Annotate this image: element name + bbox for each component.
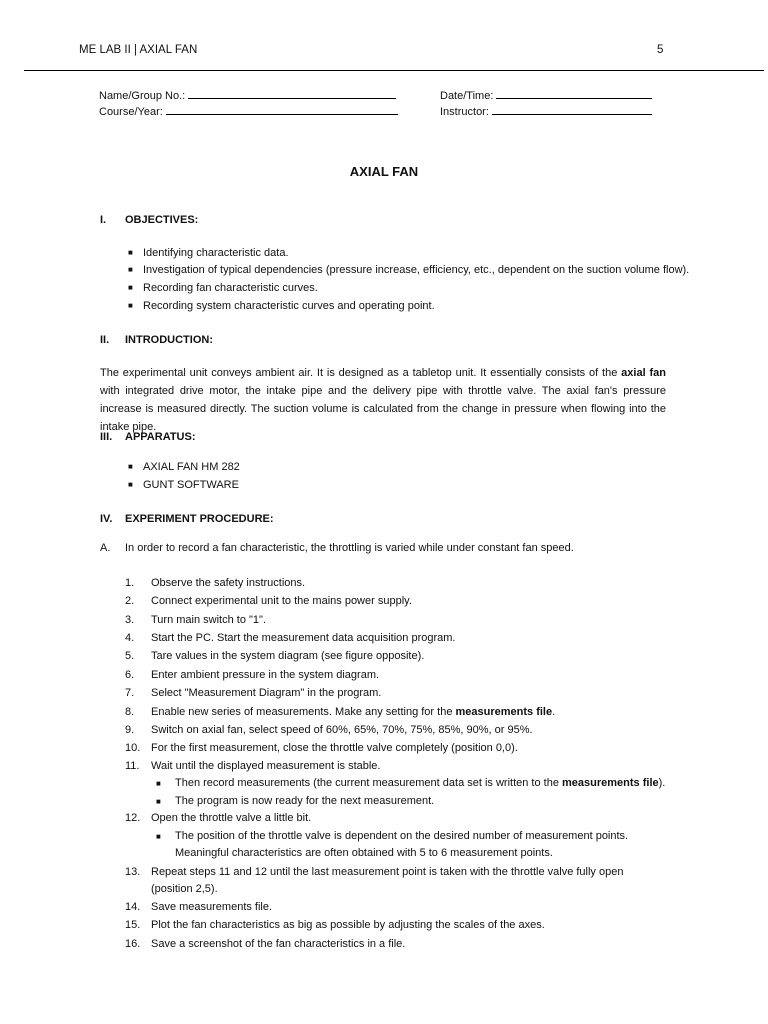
section-title: APPARATUS: <box>125 431 196 443</box>
part-label: A. <box>100 542 111 554</box>
section-procedure-heading <box>100 513 274 525</box>
objective-item: ■ Recording system characteristic curves and operating point. <box>128 300 435 312</box>
course-year-blank <box>166 104 398 115</box>
objective-item: ■ Identifying characteristic data. <box>128 247 289 259</box>
bullet-icon: ■ <box>128 283 133 292</box>
bold-term: measurements file <box>455 706 553 718</box>
procedure-step: 9. Switch on axial fan, select speed of 60%, 65%, 70%, 75%, 85%, 90%, or 95%. <box>125 724 533 736</box>
procedure-step: 16. Save a screenshot of the fan characteristics in a file. <box>125 938 406 950</box>
section-title: OBJECTIVES: <box>125 214 199 226</box>
apparatus-item: ■ AXIAL FAN HM 282 <box>128 461 240 473</box>
section-title: EXPERIMENT PROCEDURE: <box>125 513 274 525</box>
procedure-step: 6. Enter ambient pressure in the system diagram. <box>125 669 380 681</box>
date-time-field <box>440 88 652 102</box>
procedure-step: 1. Observe the safety instructions. <box>125 577 306 589</box>
instructor-field <box>440 104 652 118</box>
objective-item: ■ Investigation of typical dependencies (pressure increase, efficiency, etc., dependent on the suction volume flow). <box>128 264 690 276</box>
bullet-icon: ■ <box>156 779 161 788</box>
section-objectives-heading <box>100 214 198 226</box>
procedure-step: 5. Tare values in the system diagram (see figure opposite). <box>125 650 425 662</box>
apparatus-item: ■ GUNT SOFTWARE <box>128 479 239 491</box>
procedure-substep: ■ The position of the throttle valve is dependent on the desired number of measurement points. Meaningful characteristics are often obtained with 5 to 6 measurement points. <box>156 830 629 859</box>
section-number: I. <box>100 214 107 226</box>
procedure-substep: ■ Then record measurements (the current measurement data set is written to the measurements file). <box>156 775 668 792</box>
procedure-substep: ■ The program is now ready for the next measurement. <box>156 793 668 810</box>
procedure-step: 15. Plot the fan characteristics as big as possible by adjusting the scales of the axes. <box>125 919 545 931</box>
procedure-step: 13. Repeat steps 11 and 12 until the last measurement point is taken with the throttle valve fully open (position 2,5). <box>125 866 624 895</box>
objective-item: ■ Recording fan characteristic curves. <box>128 282 318 294</box>
bullet-icon: ■ <box>128 265 133 274</box>
section-title: INTRODUCTION: <box>125 334 213 346</box>
name-group-field <box>99 88 396 102</box>
bold-term: measurements file <box>562 777 659 789</box>
date-time-blank <box>496 88 652 99</box>
bullet-icon: ■ <box>128 301 133 310</box>
procedure-step: 10. For the first measurement, close the throttle valve completely (position 0,0). <box>125 742 518 754</box>
course-year-field <box>99 104 398 118</box>
procedure-step: 7. Select "Measurement Diagram" in the program. <box>125 687 382 699</box>
header-title: ME LAB II | AXIAL FAN <box>79 44 198 56</box>
header-divider <box>24 70 764 71</box>
procedure-step: 12. Open the throttle valve a little bit. <box>125 812 312 824</box>
document-title: AXIAL FAN <box>349 164 419 179</box>
procedure-step: 8. Enable new series of measurements. Make any setting for the measurements file. <box>125 706 556 718</box>
bullet-icon: ■ <box>156 797 161 806</box>
date-time-label: Date/Time: <box>440 90 494 102</box>
section-number: III. <box>100 431 113 443</box>
bold-term: axial fan <box>621 367 666 379</box>
introduction-paragraph: The experimental unit conveys ambient air. It is designed as a tabletop unit. It essentially consists of the axial fan with integrated drive motor, the intake pipe and the delivery pipe with throttle valve. The axial fan's pressure increase is measured directly. The suction volume is calculated from the change in pressure when flowing into the intake pipe. <box>100 367 666 433</box>
section-apparatus-heading <box>100 431 195 443</box>
section-number: II. <box>100 334 110 346</box>
procedure-step: 14. Save measurements file. <box>125 901 273 913</box>
procedure-step: 11. Wait until the displayed measurement is stable. <box>125 760 381 772</box>
name-group-label: Name/Group No.: <box>99 90 186 102</box>
section-introduction-heading <box>100 334 213 346</box>
course-year-label: Course/Year: <box>99 106 163 118</box>
bullet-icon: ■ <box>156 832 161 841</box>
bullet-icon: ■ <box>128 462 133 471</box>
procedure-step: 2. Connect experimental unit to the mains power supply. <box>125 595 412 607</box>
page-number: 5 <box>657 44 664 56</box>
bullet-icon: ■ <box>128 248 133 257</box>
procedure-part-a <box>100 542 574 554</box>
instructor-blank <box>492 104 652 115</box>
part-text: In order to record a fan characteristic, the throttling is varied while under constant fan speed. <box>125 542 574 554</box>
procedure-step: 3. Turn main switch to "1". <box>125 614 266 626</box>
bullet-icon: ■ <box>128 480 133 489</box>
instructor-label: Instructor: <box>440 106 489 118</box>
procedure-step: 4. Start the PC. Start the measurement data acquisition program. <box>125 632 456 644</box>
section-number: IV. <box>100 513 113 525</box>
name-group-blank <box>188 88 396 99</box>
